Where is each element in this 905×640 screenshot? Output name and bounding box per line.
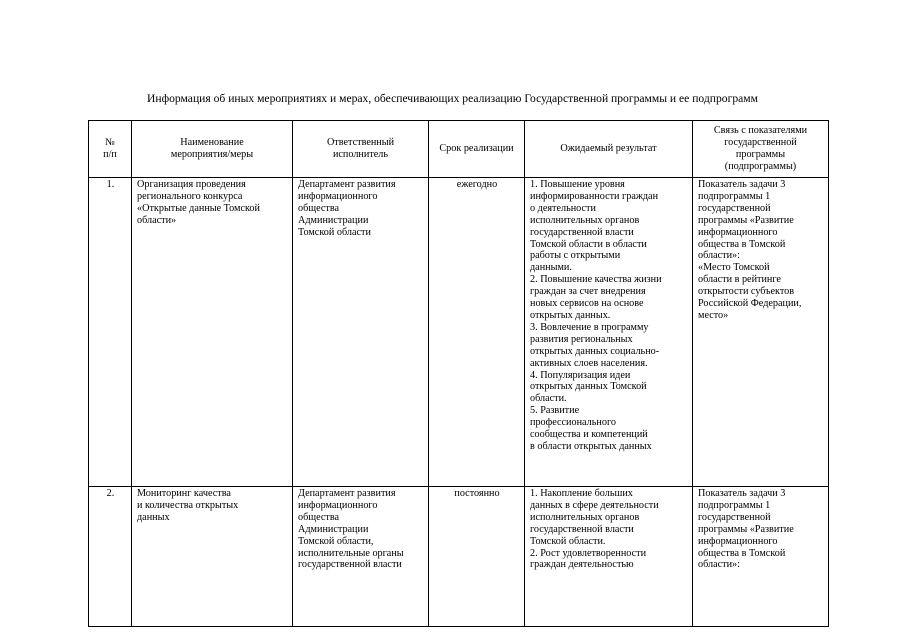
table-header-row — [89, 121, 829, 178]
header-measure-name: Наименование мероприятия/меры — [132, 121, 293, 178]
document-title: Информация об иных мероприятиях и мерах, обеспечивающих реализацию Государственной программы и ее подпрограмм — [147, 92, 758, 105]
table-row — [89, 487, 829, 627]
cell-measure-name: Мониторинг качества и количества открытых данных — [132, 487, 293, 627]
cell-term: ежегодно — [429, 178, 525, 487]
cell-number: 1. — [89, 178, 132, 487]
measures-table — [88, 120, 829, 627]
cell-executor: Департамент развития информационного общества Администрации Томской области — [293, 178, 429, 487]
cell-measure-name: Организация проведения регионального конкурса «Открытые данные Томской области» — [132, 178, 293, 487]
table-row — [89, 178, 829, 487]
cell-indicator: Показатель задачи 3 подпрограммы 1 государственной программы «Развитие информационного общества в Томской области»: «Место Томской области в рейтинге открытости субъектов Российской Федерации, место» — [693, 178, 829, 487]
cell-result: 1. Повышение уровня информированности граждан о деятельности исполнительных органов государственной власти Томской области в области работы с открытыми данными. 2. Повышение качества жизни граждан за счет внедрения новых сервисов на основе открытых данных. 3. Вовлечение в программу развития региональных открытых данных социально- активных слоев населения. 4. Популяризация идеи открытых данных Томской области. 5. Развитие профессионального сообщества и компетенций в области открытых данных — [525, 178, 693, 487]
header-result: Ожидаемый результат — [525, 121, 693, 178]
cell-number: 2. — [89, 487, 132, 627]
header-term: Срок реализации — [429, 121, 525, 178]
header-executor: Ответственный исполнитель — [293, 121, 429, 178]
cell-executor-text: Департамент развития информационного общества Администрации Томской области, исполнительные органы государственной власти — [298, 488, 404, 571]
header-number: № п/п — [89, 121, 132, 178]
cell-result-text: 1. Накопление больших данных в сфере деятельности исполнительных органов государственной власти Томской области. 2. Рост удовлетворенности граждан деятельностью — [530, 488, 659, 571]
header-indicator-link: Связь с показателями государственной программы (подпрограммы) — [693, 121, 829, 178]
cell-indicator: Показатель задачи 3 подпрограммы 1 государственной программы «Развитие информационного общества в Томской области»: — [693, 487, 829, 627]
cell-term: постоянно — [429, 487, 525, 627]
cell-executor — [293, 487, 429, 627]
cell-result — [525, 487, 693, 627]
